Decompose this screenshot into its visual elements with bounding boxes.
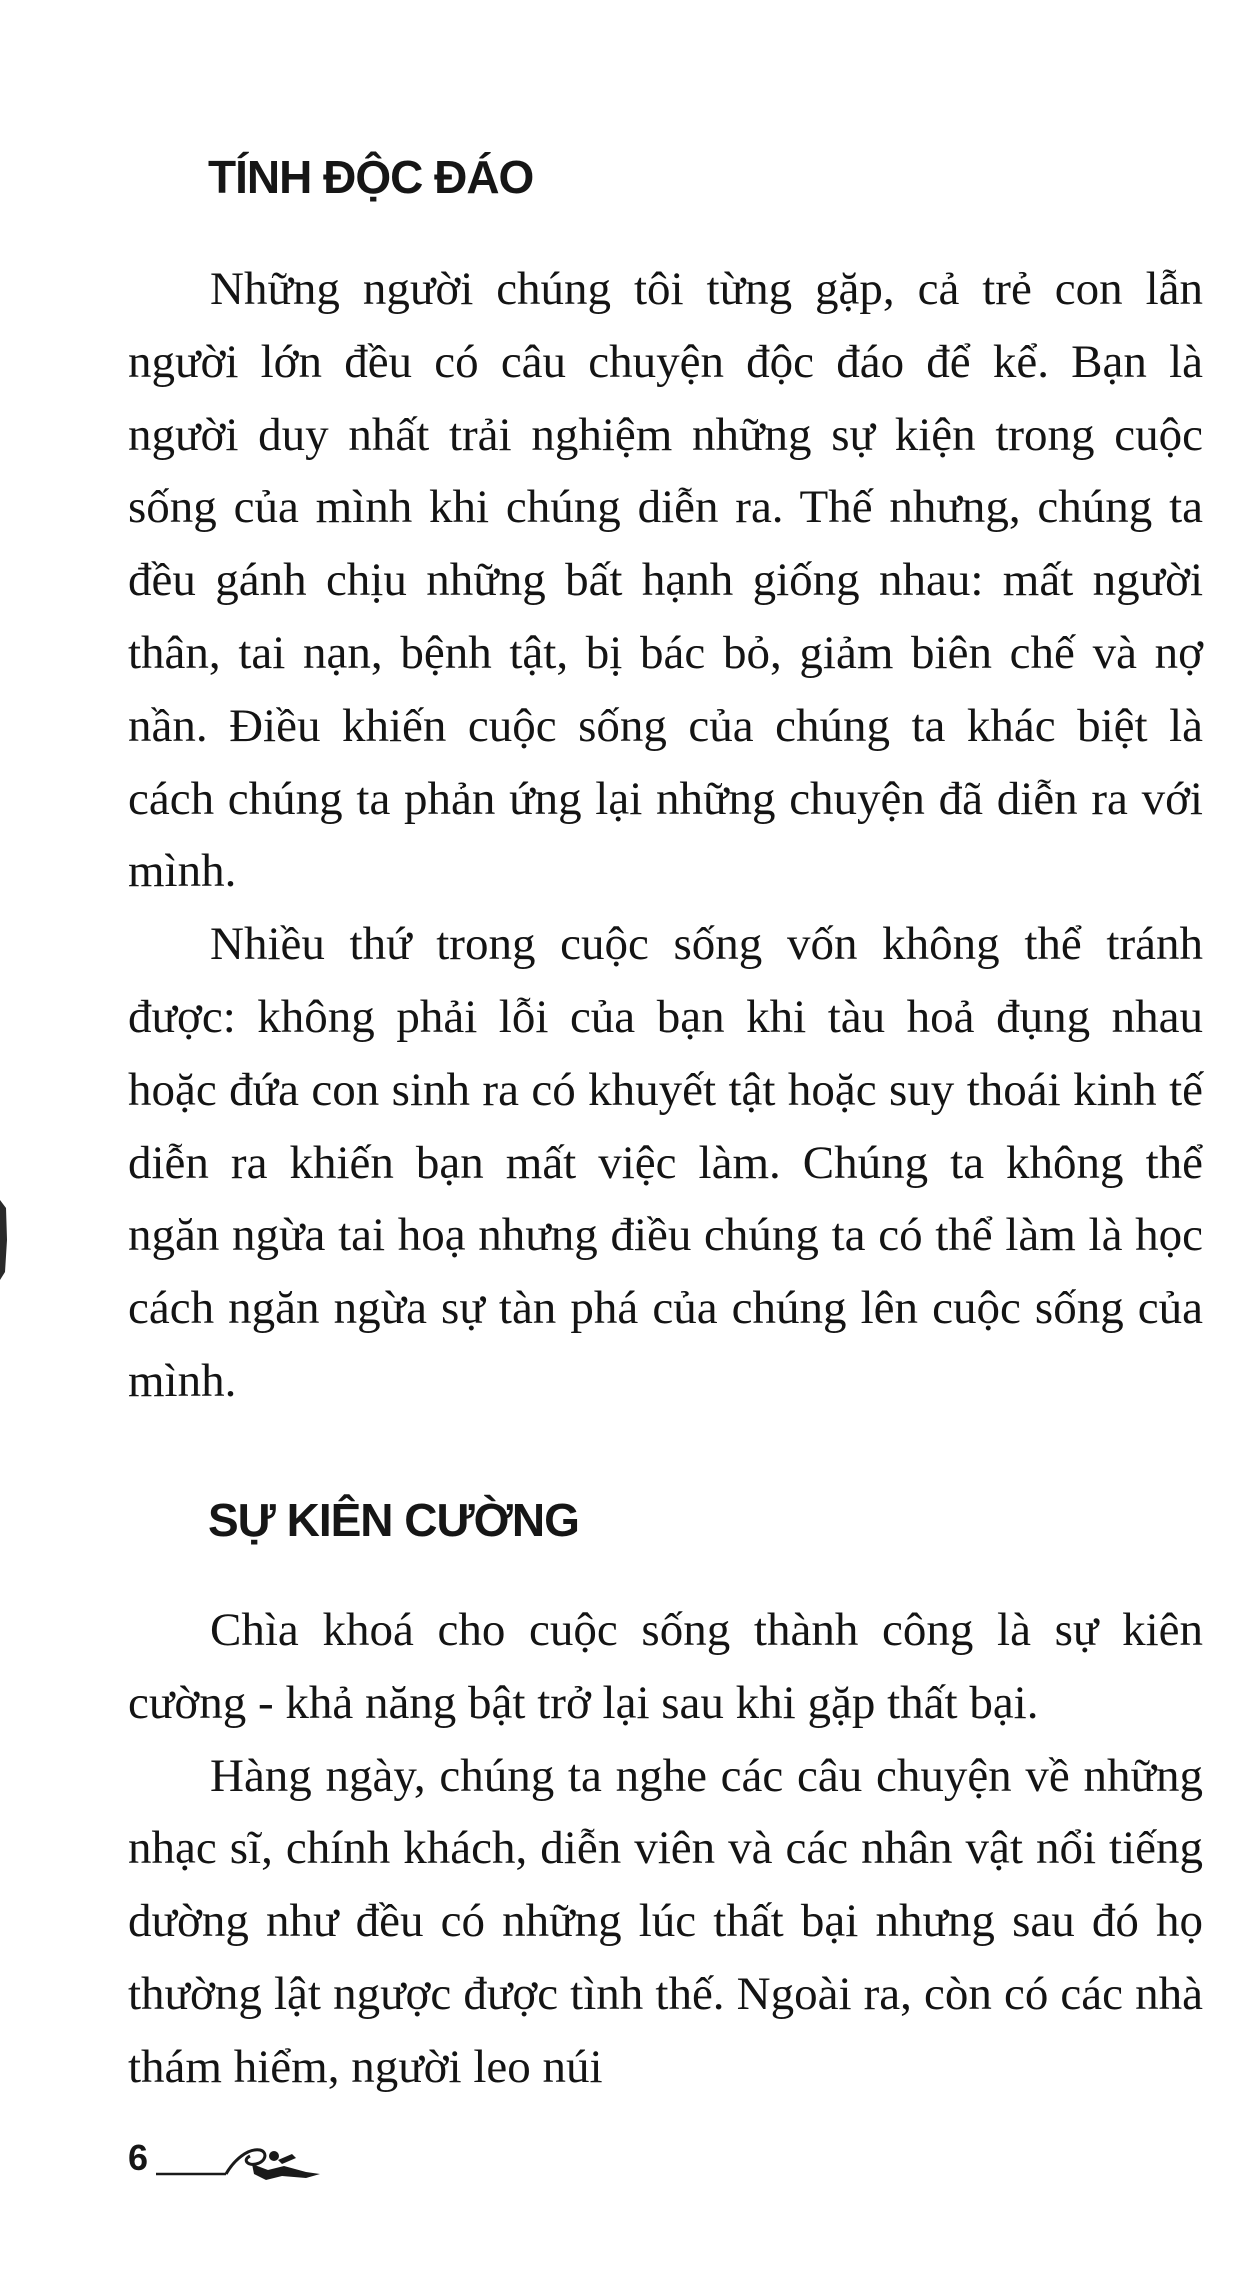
running-figure-ornament-icon bbox=[156, 2130, 326, 2186]
page-number: 6 bbox=[128, 2137, 149, 2178]
paragraph: Hàng ngày, chúng ta nghe các câu chuyện về những nhạc sĩ, chính khách, diễn viên và các nhân vật nổi tiếng dường như đều có những lúc thất bại nhưng sau đó họ thường lật ngược được tình thế. Ngoài ra, còn có các nhà thám hiểm, người leo núi bbox=[128, 1749, 1203, 2093]
paragraph: Chìa khoá cho cuộc sống thành công là sự kiên cường - khả năng bật trở lại sau khi gặp thất bại. bbox=[128, 1604, 1203, 1729]
section-body-uniqueness bbox=[128, 253, 1203, 1418]
paragraph: Nhiều thứ trong cuộc sống vốn không thể tránh được: không phải lỗi của bạn khi tàu hoả đụng nhau hoặc đứa con sinh ra có khuyết tật hoặc suy thoái kinh tế diễn ra khiến bạn mất việc làm. Chúng ta không thể ngăn ngừa tai hoạ nhưng điều chúng ta có thể làm là học cách ngăn ngừa sự tàn phá của chúng lên cuộc sống của mình. bbox=[128, 918, 1203, 1407]
binding-edge-mark bbox=[0, 1200, 10, 1280]
page-footer bbox=[128, 2130, 328, 2190]
paragraph: Những người chúng tôi từng gặp, cả trẻ con lẫn người lớn đều có câu chuyện độc đáo để kể. Bạn là người duy nhất trải nghiệm những sự kiện trong cuộc sống của mình khi chúng diễn ra. Thế nhưng, chúng ta đều gánh chịu những bất hạnh giống nhau: mất người thân, tai nạn, bệnh tật, bị bác bỏ, giảm biên chế và nợ nần. Điều khiến cuộc sống của chúng ta khác biệt là cách chúng ta phản ứng lại những chuyện đã diễn ra với mình. bbox=[128, 263, 1203, 898]
section-heading-resilience: SỰ KIÊN CƯỜNG bbox=[208, 1494, 579, 1546]
section-heading-uniqueness: TÍNH ĐỘC ĐÁO bbox=[208, 151, 534, 203]
section-body-resilience bbox=[128, 1594, 1203, 2104]
